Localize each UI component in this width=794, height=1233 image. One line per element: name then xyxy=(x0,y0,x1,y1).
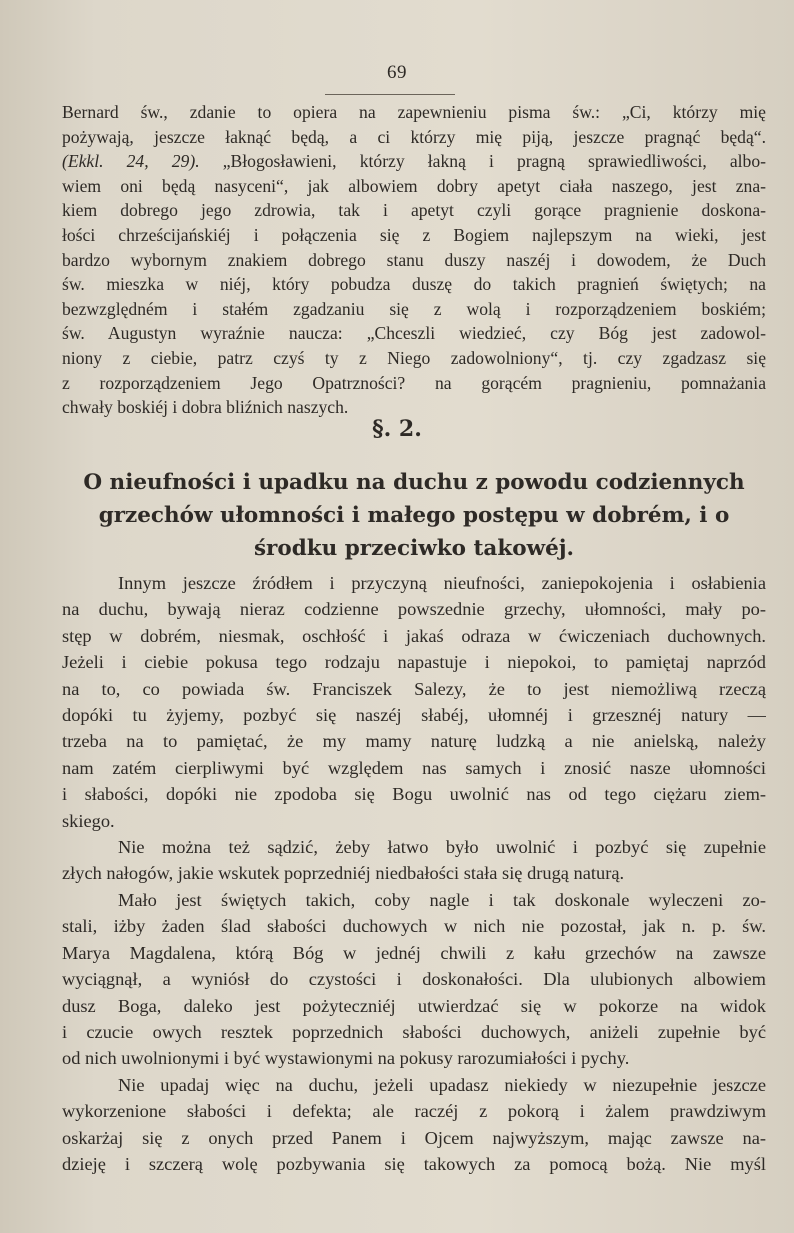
text-line: bezwzględném i stałém zgadzaniu się z wolą i rozporządzeniem boskiém; xyxy=(62,298,766,319)
text-line: Nie upadaj więc na duchu, jeżeli upadasz niekiedy w niezupełnie jeszcze xyxy=(118,1074,766,1095)
header-rule xyxy=(325,94,455,95)
text-line: na duchu, bywają nieraz codzienne powszednie grzechy, ułomności, mały po- xyxy=(62,599,766,620)
heading-line: grzechów ułomności i małego postępu w dobrém, i o xyxy=(98,503,730,528)
text-line: chwały boskiéj i dobra bliźnich naszych. xyxy=(62,397,349,418)
text-line: skiego. xyxy=(62,810,115,831)
text-line: trzeba na to pamiętać, że my mamy naturę ludzką a nie anielską, należy xyxy=(62,731,766,752)
text-line: dusz Boga, daleko jest pożyteczniéj utwierdzać się w pokorze na widok xyxy=(62,995,766,1016)
text-line: Marya Magdalena, którą Bóg w jednéj chwili z kału grzechów na zawsze xyxy=(62,942,766,963)
text-line: na to, co powiada św. Franciszek Salezy, że to jest niemożliwą rzeczą xyxy=(62,678,766,699)
text-line: św. mieszka w niéj, który pobudza duszę do takich pragnień świętych; na xyxy=(62,274,766,295)
text-line: Bernard św., zdanie to opiera na zapewnieniu pisma św.: „Ci, którzy mię xyxy=(62,102,766,122)
text-line: bardzo wybornym znakiem dobrego stanu duszy naszéj i dowodem, że Duch xyxy=(62,249,766,270)
text-line: Nie można też sądzić, żeby łatwo było uwolnić i pozbyć się zupełnie xyxy=(118,837,766,858)
body-text xyxy=(62,570,766,1177)
text-line: niony z ciebie, patrz czyś ty z Niego zadowolniony“, tj. czy zgadzasz się xyxy=(62,347,766,368)
text-line: Mało jest świętych takich, coby nagle i tak doskonale wyleczeni zo- xyxy=(118,889,766,910)
section-number: §. 2. xyxy=(372,416,422,442)
text-line: pożywają, jeszcze łaknąć będą, a ci którzy mię piją, jeszcze pragnąć będą“. xyxy=(62,126,766,147)
text-line: i słabości, dopóki nie zpodoba się Bogu uwolnić nas od tego ciężaru ziem- xyxy=(62,784,766,805)
text-line: Jeżeli i ciebie pokusa tego rodzaju napastuje i niepokoi, to pamiętaj naprzód xyxy=(62,652,766,673)
text-line: dopóki tu żyjemy, pozbyć się naszéj słabéj, ułomnéj i grzesznéj natury — xyxy=(62,705,766,726)
text-line: Innym jeszcze źródłem i przyczyną nieufności, zaniepokojenia i osłabienia xyxy=(118,573,766,593)
text-line: kiem dobrego jego zdrowia, tak i apetyt czyli gorące pragnienie doskona- xyxy=(62,200,766,221)
section-heading xyxy=(62,466,766,565)
text-line: stęp w dobrém, niesmak, oschłość i jakaś odraza w ćwiczeniach duchownych. xyxy=(62,625,766,646)
text-line: łości chrześcijańskiéj i połączenia się z Bogiem najlepszym na wieki, jest xyxy=(62,224,766,245)
text-line: wyciągnął, a wyniósł do czystości i doskonałości. Dla ulubionych albowiem xyxy=(62,969,766,990)
text-line: oskarżaj się z onych przed Panem i Ojcem najwyższym, mając zawsze na- xyxy=(62,1127,766,1148)
text-line: (Ekkl. 24, 29). „Błogosławieni, którzy łakną i pragną sprawiedliwości, albo- xyxy=(62,151,766,172)
text-line: stali, iżby żaden ślad słabości duchowych w nich nie pozostał, jak n. p. św. xyxy=(62,916,766,937)
text-line: i czucie owych resztek poprzednich słabości duchowych, aniżeli zupełnie być xyxy=(62,1021,766,1042)
text-line: od nich uwolnionymi i być wystawionymi na pokusy rarozumiałości i pychy. xyxy=(62,1048,630,1069)
page-number: 69 xyxy=(387,62,407,83)
intro-paragraph xyxy=(62,100,766,420)
text-line: nam zatém cierpliwymi być względem nas samych i znosić nasze ułomności xyxy=(62,757,766,778)
text-line: wykorzenione słabości i defekta; ale raczéj z pokorą i żalem prawdziwym xyxy=(62,1101,766,1122)
text-line: dzieję i szczerą wolę pozbywania się takowych za pomocą bożą. Nie myśl xyxy=(62,1153,766,1174)
text-line: z rozporządzeniem Jego Opatrzności? na gorącém pragnieniu, pomnażania xyxy=(62,372,766,393)
heading-line: O nieufności i upadku na duchu z powodu codziennych xyxy=(83,470,745,495)
text-line: św. Augustyn wyraźnie naucza: „Chceszli wiedzieć, czy Bóg jest zadowol- xyxy=(62,323,766,344)
heading-line: środku przeciwko takowéj. xyxy=(253,536,575,561)
text-line: złych nałogów, jakie wskutek poprzedniéj niedbałości stała się drugą naturą. xyxy=(62,863,625,884)
text-line: wiem oni będą nasyceni“, jak albowiem dobry apetyt ciała naszego, jest zna- xyxy=(62,175,766,196)
